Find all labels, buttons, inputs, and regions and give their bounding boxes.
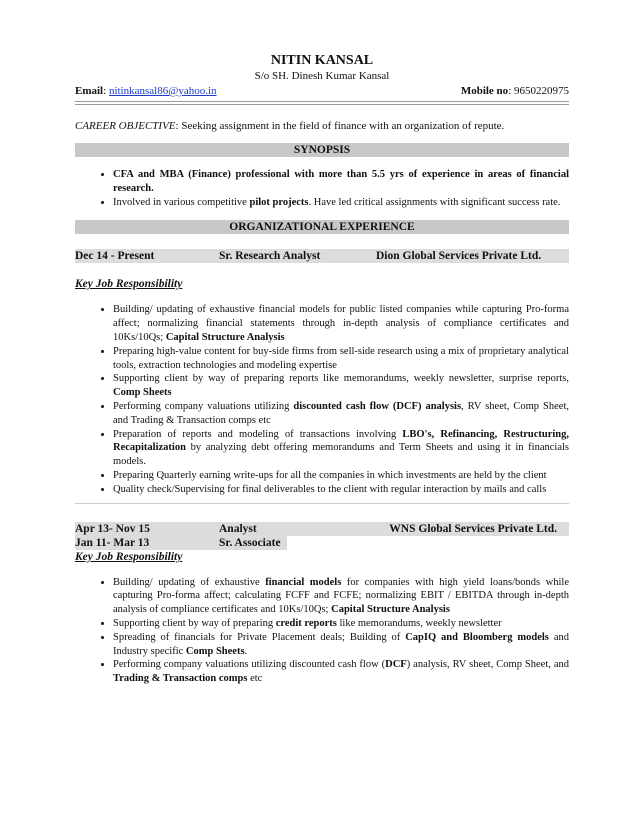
objective-text: : Seeking assignment in the field of finance with an organization of repute. bbox=[175, 120, 505, 132]
job2-responsibility-list bbox=[75, 576, 569, 686]
header-divider bbox=[75, 101, 569, 105]
bold-text: Comp Sheets bbox=[185, 645, 245, 657]
mobile-label: Mobile no bbox=[460, 85, 509, 97]
synopsis-heading: SYNOPSIS bbox=[75, 143, 569, 157]
bold-text: discounted cash flow (DCF) analysis bbox=[293, 400, 462, 412]
email-link[interactable]: nitinkansal86@yahoo.in bbox=[108, 85, 217, 97]
job2-header bbox=[75, 522, 569, 550]
list-item bbox=[113, 576, 569, 617]
text: Quality check/Supervising for final deliverables to the client with regular interaction by mails and calls bbox=[113, 483, 547, 495]
candidate-name: NITIN KANSAL bbox=[270, 53, 374, 68]
email-block: Email: nitinkansal86@yahoo.in bbox=[75, 85, 217, 97]
list-item bbox=[113, 658, 569, 686]
text: Involved in various competitive bbox=[113, 196, 250, 208]
text: . Have led critical assignments with significant success rate. bbox=[308, 196, 561, 208]
job1-responsibility-list bbox=[75, 303, 569, 496]
objective-label: CAREER OBJECTIVE bbox=[75, 120, 176, 132]
job2-dates: Apr 13- Nov 15 bbox=[75, 522, 219, 536]
list-item bbox=[113, 483, 569, 497]
list-item bbox=[113, 400, 569, 428]
list-item bbox=[113, 617, 569, 631]
contact-line bbox=[75, 84, 569, 98]
list-item bbox=[113, 196, 569, 210]
text: for companies with high yield loans/bonds while capturing Pro-forma affect; calculating FCFF and FCFE; normalizing EBIT / EBITDA through in-depth analysis of compliance certificates and 10Ks/10Qs; bbox=[113, 576, 569, 616]
bold-text: CFA and MBA (Finance) professional with more than 5.5 yrs of experience in areas of financial research. bbox=[113, 169, 569, 194]
bold-text: Capital Structure Analysis bbox=[331, 604, 450, 616]
career-objective bbox=[75, 119, 569, 133]
job1-header bbox=[75, 249, 569, 263]
bold-text: LBO's, Refinancing, Restructuring, Recapitalization bbox=[113, 428, 570, 454]
job2-row-2 bbox=[75, 536, 569, 550]
text: , RV sheet, Comp Sheet, and Trading & Transaction comps etc bbox=[113, 400, 569, 426]
bold-text: financial models bbox=[265, 576, 342, 588]
job2-dates-2: Jan 11- Mar 13 bbox=[75, 536, 219, 550]
job2-title: Analyst bbox=[219, 522, 364, 536]
experience-heading: ORGANIZATIONAL EXPERIENCE bbox=[75, 220, 569, 234]
list-item bbox=[113, 469, 569, 483]
list-item bbox=[113, 372, 569, 400]
text: Preparing Quarterly earning write-ups for all the companies in which investments are held by the client bbox=[113, 469, 547, 481]
job2-row-1 bbox=[75, 522, 569, 536]
resume-page bbox=[75, 52, 569, 686]
list-item bbox=[113, 631, 569, 659]
text: Preparing high-value content for buy-side firms from sell-side research using a mix of proprietary analytical tools, extraction technologies and modeling expertise bbox=[113, 345, 569, 371]
job2-title-2: Sr. Associate bbox=[219, 536, 287, 550]
text: Building/ updating of exhaustive bbox=[113, 576, 266, 588]
synopsis-list bbox=[75, 168, 569, 209]
section-separator bbox=[75, 503, 569, 504]
bold-text: DCF bbox=[385, 659, 407, 671]
list-item bbox=[113, 303, 569, 344]
bold-text: Comp Sheets bbox=[113, 387, 172, 399]
bold-text: Capital Structure Analysis bbox=[165, 331, 285, 343]
bold-text: pilot projects bbox=[249, 196, 309, 208]
job2-company: WNS Global Services Private Ltd. bbox=[364, 522, 569, 536]
job1-responsibility-label: Key Job Responsibility bbox=[75, 278, 183, 291]
text: Supporting client by way of preparing reports like memorandums, weekly newsletter, surprise reports, bbox=[113, 373, 569, 385]
parent-name: S/o SH. Dinesh Kumar Kansal bbox=[254, 70, 390, 82]
text: Building/ updating of exhaustive financial models for public listed companies while capturing Pro-forma affect; normalizing financial statements through in-depth analysis of compliance certificates and 10Ks/10Qs; bbox=[113, 304, 569, 343]
mobile-number: 9650220975 bbox=[514, 85, 569, 97]
text: Spreading of financials for Private Placement deals; Building of bbox=[113, 631, 406, 643]
job1-company: Dion Global Services Private Ltd. bbox=[376, 250, 542, 263]
list-item bbox=[113, 428, 569, 469]
bold-text: Trading & Transaction comps bbox=[113, 673, 248, 685]
list-item bbox=[113, 345, 569, 373]
job1-title: Sr. Research Analyst bbox=[219, 250, 321, 263]
text: like memorandums, weekly newsletter bbox=[336, 617, 502, 629]
bold-text: CapIQ and Bloomberg models bbox=[405, 631, 549, 643]
job2-responsibility-label: Key Job Responsibility bbox=[75, 550, 183, 563]
text: Performing company valuations utilizing bbox=[113, 400, 294, 412]
text: and Industry specific bbox=[113, 631, 569, 657]
text: . bbox=[244, 645, 248, 657]
text: Performing company valuations utilizing discounted cash flow ( bbox=[113, 659, 386, 671]
job1-dates: Dec 14 - Present bbox=[75, 250, 155, 263]
email-label: Email bbox=[75, 85, 104, 97]
text: etc bbox=[247, 673, 263, 685]
text: by analyzing debt offering memorandums and Term Sheets and using it in financials models. bbox=[113, 442, 569, 468]
bold-text: credit reports bbox=[275, 617, 337, 629]
text: Supporting client by way of preparing bbox=[113, 617, 276, 629]
text: Preparation of reports and modeling of transactions involving bbox=[113, 428, 403, 440]
list-item bbox=[113, 168, 569, 196]
mobile-block: Mobile no: 9650220975 bbox=[460, 85, 569, 97]
text: ) analysis, RV sheet, Comp Sheet, and bbox=[406, 659, 569, 671]
